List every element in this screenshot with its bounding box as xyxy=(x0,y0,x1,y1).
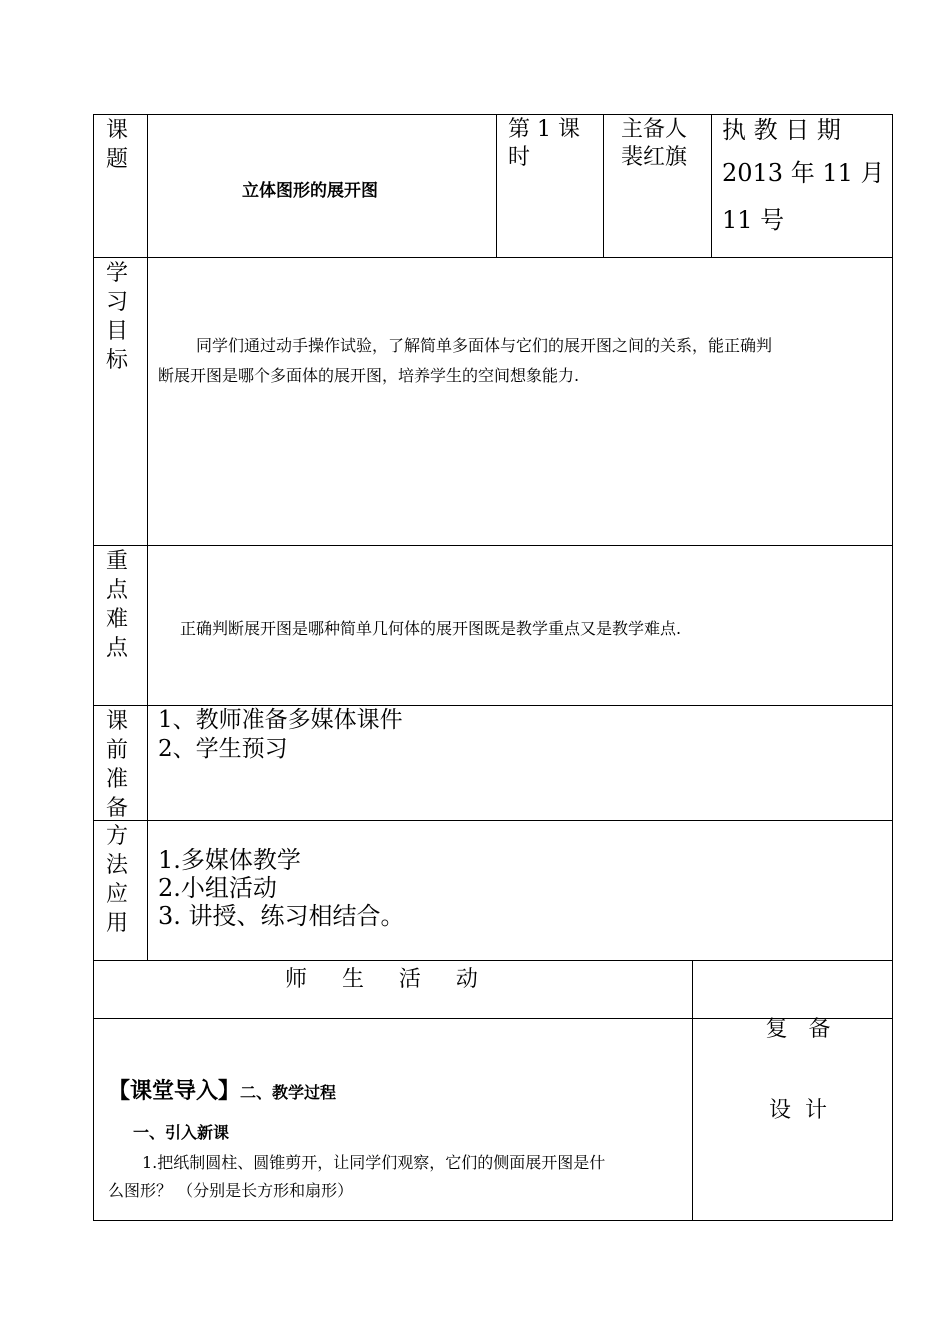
activity-header: 师 生 活 动 xyxy=(285,967,478,992)
lesson-number: 第 1 课 时 xyxy=(508,117,580,170)
list-item: 1、教师准备多媒体课件 xyxy=(158,707,403,733)
row-divider xyxy=(93,820,893,821)
methods-list xyxy=(158,846,405,930)
row-divider xyxy=(93,1220,893,1221)
row-divider xyxy=(93,960,893,961)
key-points-label: 重 点 难 点 xyxy=(105,549,128,661)
list-item: 2.小组活动 xyxy=(158,874,277,902)
list-item: 2、学生预习 xyxy=(158,736,288,762)
list-item: 1.多媒体教学 xyxy=(158,846,301,874)
key-points-text: 正确判断展开图是哪种简单几何体的展开图既是教学重点又是教学难点. xyxy=(180,619,682,638)
list-item: 3. 讲授、练习相结合。 xyxy=(158,902,405,930)
page-title: 立体图形的展开图 xyxy=(242,181,378,201)
column-divider xyxy=(892,114,893,1221)
column-divider xyxy=(496,114,497,258)
process-heading xyxy=(108,1074,336,1105)
preparer: 主备人 裴红旗 xyxy=(621,117,688,170)
column-divider xyxy=(711,114,712,258)
column-divider xyxy=(147,114,148,961)
row-divider xyxy=(93,114,893,115)
intro-label: 【课堂导入】 xyxy=(108,1078,241,1104)
row-divider xyxy=(93,545,893,546)
row-divider xyxy=(93,257,893,258)
preparation-label: 课 前 准 备 xyxy=(105,709,128,821)
process-paragraph: 1.把纸制圆柱、圆锥剪开，让同学们观察，它们的侧面展开图是什 么图形？ （分别是长方形和扇形） xyxy=(108,1153,606,1200)
preparation-list xyxy=(158,706,403,764)
teaching-date: 执 教 日 期 2013 年 11 月 11 号 xyxy=(722,116,885,234)
review-design-header: 复 备 设 计 xyxy=(765,1017,831,1123)
column-divider xyxy=(603,114,604,258)
topic-label: 课 题 xyxy=(105,118,128,172)
objectives-text: 同学们通过动手操作试验，了解简单多面体与它们的展开图之间的关系，能正确判 断展开图是哪个多面体的展开图，培养学生的空间想象能力. xyxy=(158,336,773,385)
methods-label: 方 法 应 用 xyxy=(105,824,128,936)
column-divider xyxy=(692,960,693,1221)
objectives-label: 学 习 目 标 xyxy=(105,261,128,373)
section-heading: 一、引入新课 xyxy=(133,1123,230,1142)
process-title: 二、教学过程 xyxy=(240,1083,337,1102)
column-divider xyxy=(93,114,94,1221)
